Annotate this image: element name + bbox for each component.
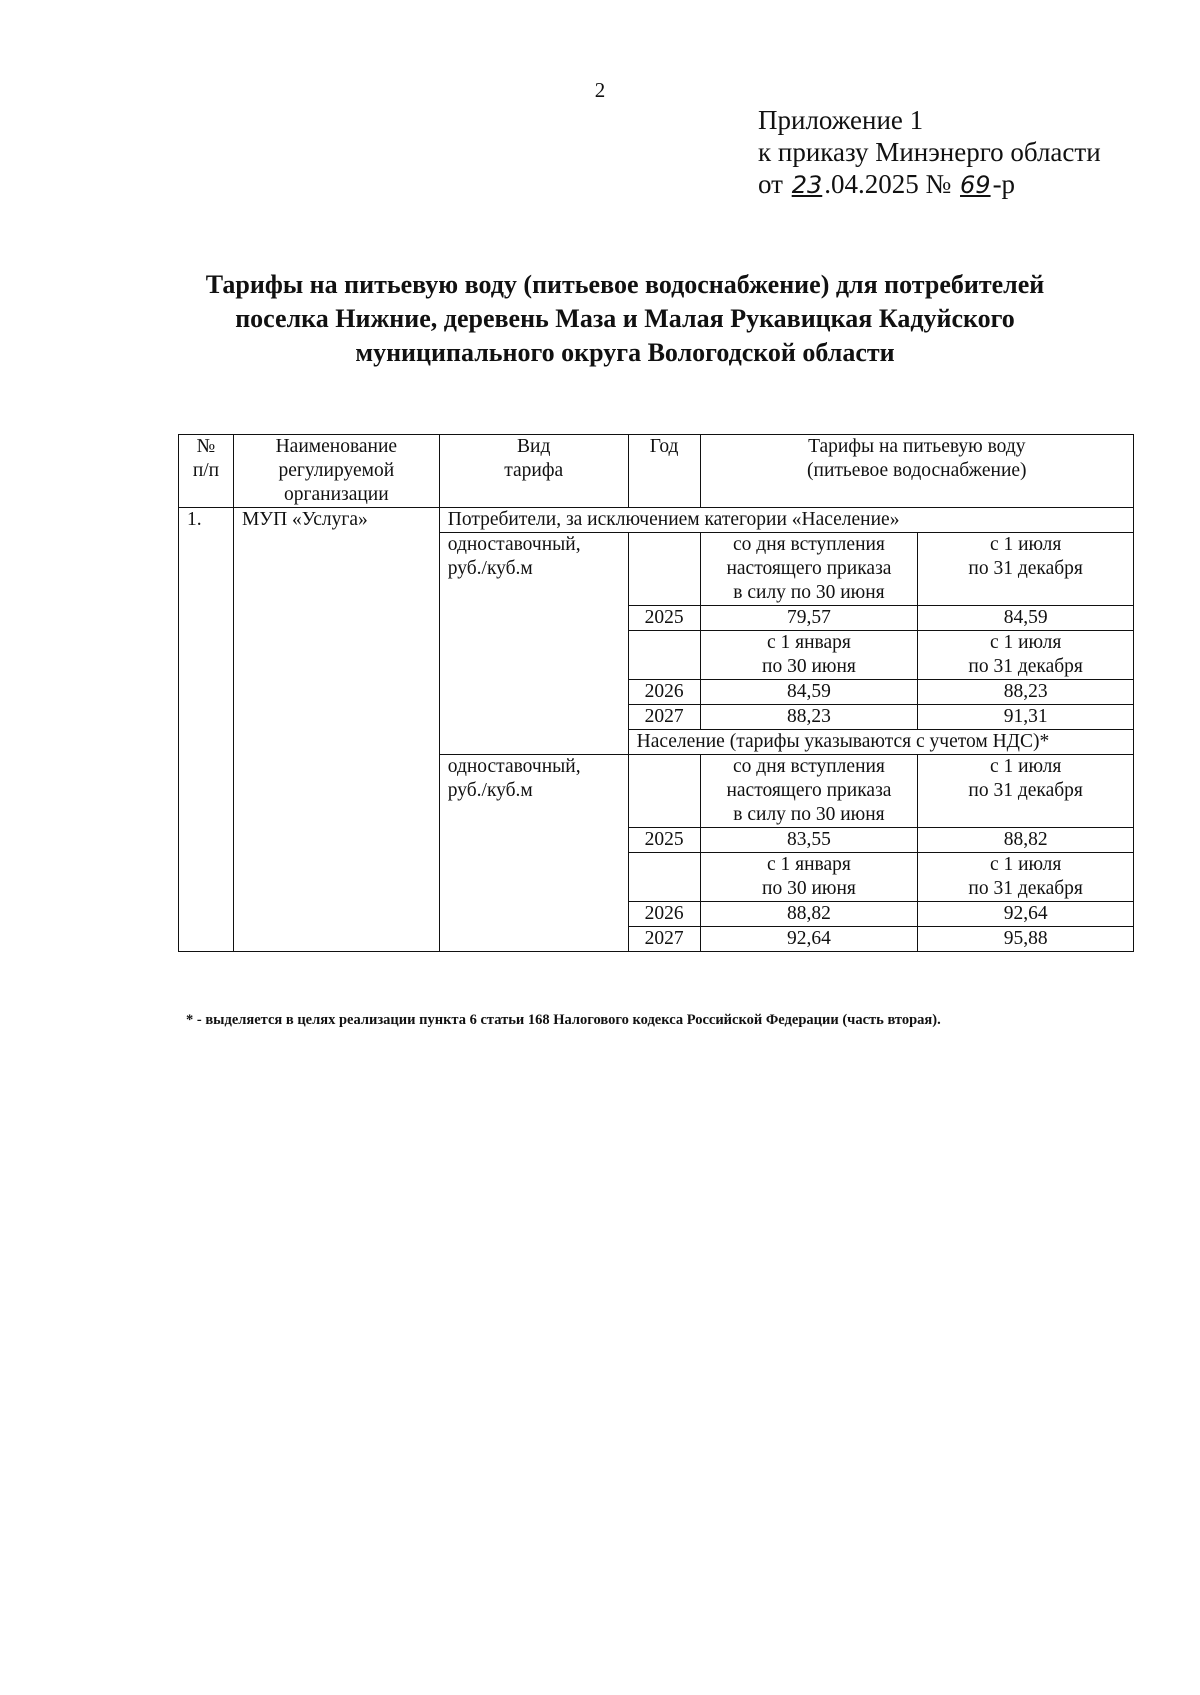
year-cell: 2025 — [628, 606, 700, 631]
table-row — [179, 508, 1134, 533]
appendix-block — [758, 104, 1101, 201]
period-second-half: с 1 июля по 31 декабря — [918, 755, 1134, 828]
tariff-value: 88,23 — [700, 705, 918, 730]
header-year: Год — [628, 435, 700, 508]
period-first-half: со дня вступления настоящего приказа в силу по 30 июня — [700, 755, 918, 828]
period-second-half: с 1 июля по 31 декабря — [918, 853, 1134, 902]
section-title-consumers: Потребители, за исключением категории «Население» — [439, 508, 1133, 533]
organization-name: МУП «Услуга» — [233, 508, 439, 952]
tariff-value: 88,82 — [918, 828, 1134, 853]
year-cell: 2026 — [628, 680, 700, 705]
title-line-2: поселка Нижние, деревень Маза и Малая Рукавицкая Кадуйского — [235, 304, 1015, 333]
year-cell: 2027 — [628, 927, 700, 952]
header-org: Наименование регулируемой организации — [233, 435, 439, 508]
document-title — [120, 268, 1130, 370]
tariff-value: 84,59 — [700, 680, 918, 705]
tariff-value: 88,23 — [918, 680, 1134, 705]
year-cell-empty — [628, 533, 700, 606]
title-line-1: Тарифы на питьевую воду (питьевое водоснабжение) для потребителей — [205, 270, 1045, 299]
date-day-handwritten: 23 — [791, 171, 823, 199]
tariff-value: 92,64 — [918, 902, 1134, 927]
page-number: 2 — [594, 78, 606, 102]
tariff-table — [178, 434, 1134, 952]
year-cell: 2026 — [628, 902, 700, 927]
title-line-3: муниципального округа Вологодской области — [355, 338, 895, 367]
tariff-value: 79,57 — [700, 606, 918, 631]
period-second-half: с 1 июля по 31 декабря — [918, 533, 1134, 606]
year-cell-empty — [628, 755, 700, 828]
tariff-type: одноставочный, руб./куб.м — [439, 533, 628, 755]
footnote: * - выделяется в целях реализации пункта 6 статьи 168 Налогового кодекса Российской Федерации (часть вторая). — [186, 1012, 941, 1028]
tariff-value: 92,64 — [700, 927, 918, 952]
appendix-line-2: к приказу Минэнерго области — [758, 137, 1101, 167]
appendix-line-1: Приложение 1 — [758, 105, 924, 135]
period-second-half: с 1 июля по 31 декабря — [918, 631, 1134, 680]
header-tariffs: Тарифы на питьевую воду (питьевое водоснабжение) — [700, 435, 1133, 508]
tariff-value: 91,31 — [918, 705, 1134, 730]
year-cell-empty — [628, 631, 700, 680]
tariff-value: 88,82 — [700, 902, 918, 927]
tariff-value: 84,59 — [918, 606, 1134, 631]
date-rest: .04.2025 № — [824, 169, 952, 199]
year-cell: 2025 — [628, 828, 700, 853]
tariff-value: 83,55 — [700, 828, 918, 853]
period-first-half: со дня вступления настоящего приказа в силу по 30 июня — [700, 533, 918, 606]
year-cell: 2027 — [628, 705, 700, 730]
table-header-row — [179, 435, 1134, 508]
tariff-value: 95,88 — [918, 927, 1134, 952]
row-number: 1. — [179, 508, 234, 952]
header-num: № п/п — [179, 435, 234, 508]
header-tariff-type: Вид тарифа — [439, 435, 628, 508]
section-title-population: Население (тарифы указываются с учетом НДС)* — [628, 730, 1133, 755]
period-first-half: с 1 января по 30 июня — [700, 631, 918, 680]
year-cell-empty — [628, 853, 700, 902]
order-number-handwritten: 69 — [960, 171, 991, 199]
appendix-date-line — [758, 168, 1101, 201]
tariff-type: одноставочный, руб./куб.м — [439, 755, 628, 952]
period-first-half: с 1 января по 30 июня — [700, 853, 918, 902]
order-suffix: -р — [992, 169, 1016, 199]
date-prefix: от — [758, 169, 783, 199]
